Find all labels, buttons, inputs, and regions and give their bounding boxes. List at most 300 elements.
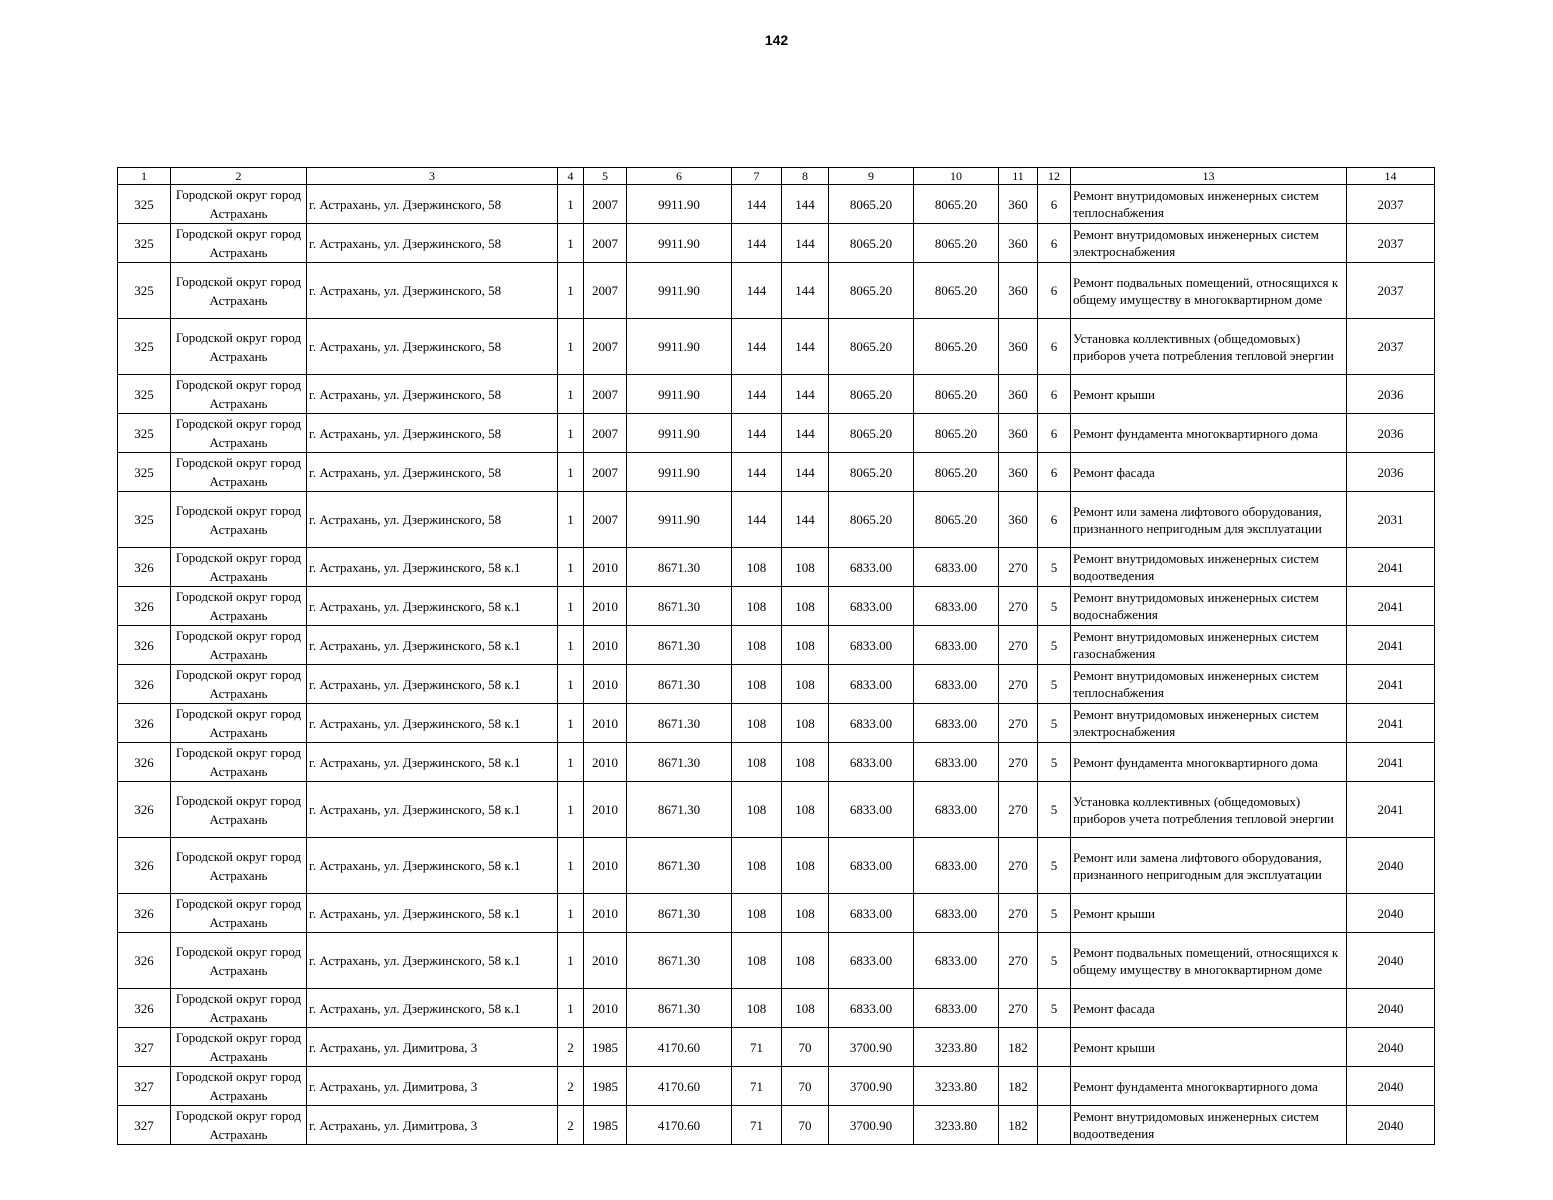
cell-floors: 1 bbox=[558, 185, 584, 224]
cell-col8: 108 bbox=[782, 933, 829, 989]
cell-col7: 144 bbox=[732, 375, 782, 414]
cell-col7: 108 bbox=[732, 626, 782, 665]
cell-floors: 1 bbox=[558, 743, 584, 782]
cell-col10: 3233.80 bbox=[914, 1028, 999, 1067]
cell-year: 2007 bbox=[584, 263, 627, 319]
cell-col7: 144 bbox=[732, 453, 782, 492]
cell-planned-year: 2037 bbox=[1347, 319, 1435, 375]
cell-col10: 6833.00 bbox=[914, 838, 999, 894]
cell-number: 326 bbox=[118, 838, 171, 894]
cell-col12: 6 bbox=[1038, 414, 1071, 453]
cell-col8: 70 bbox=[782, 1067, 829, 1106]
cell-floors: 1 bbox=[558, 224, 584, 263]
cell-number: 326 bbox=[118, 626, 171, 665]
cell-col10: 8065.20 bbox=[914, 453, 999, 492]
cell-total-area: 4170.60 bbox=[627, 1028, 732, 1067]
cell-planned-year: 2040 bbox=[1347, 989, 1435, 1028]
cell-number: 326 bbox=[118, 894, 171, 933]
cell-year: 1985 bbox=[584, 1106, 627, 1145]
cell-total-area: 9911.90 bbox=[627, 414, 732, 453]
cell-year: 2010 bbox=[584, 743, 627, 782]
cell-col10: 6833.00 bbox=[914, 782, 999, 838]
table-row bbox=[118, 1028, 1435, 1067]
column-header: 14 bbox=[1347, 168, 1435, 185]
cell-address: г. Астрахань, ул. Димитрова, 3 bbox=[307, 1028, 558, 1067]
cell-col8: 108 bbox=[782, 626, 829, 665]
cell-col10: 3233.80 bbox=[914, 1106, 999, 1145]
cell-col7: 144 bbox=[732, 492, 782, 548]
cell-planned-year: 2041 bbox=[1347, 782, 1435, 838]
cell-address: г. Астрахань, ул. Дзержинского, 58 к.1 bbox=[307, 626, 558, 665]
cell-planned-year: 2041 bbox=[1347, 704, 1435, 743]
cell-col12: 6 bbox=[1038, 492, 1071, 548]
cell-col7: 144 bbox=[732, 319, 782, 375]
cell-municipality: Городской округ город Астрахань bbox=[171, 492, 307, 548]
cell-address: г. Астрахань, ул. Дзержинского, 58 к.1 bbox=[307, 665, 558, 704]
cell-address: г. Астрахань, ул. Дзержинского, 58 bbox=[307, 185, 558, 224]
cell-total-area: 8671.30 bbox=[627, 626, 732, 665]
cell-municipality: Городской округ город Астрахань bbox=[171, 375, 307, 414]
cell-number: 326 bbox=[118, 665, 171, 704]
cell-planned-year: 2036 bbox=[1347, 453, 1435, 492]
cell-floors: 1 bbox=[558, 548, 584, 587]
cell-floors: 1 bbox=[558, 626, 584, 665]
cell-number: 326 bbox=[118, 587, 171, 626]
cell-col8: 70 bbox=[782, 1106, 829, 1145]
header-row bbox=[118, 168, 1435, 185]
cell-work-type: Ремонт внутридомовых инженерных систем теплоснабжения bbox=[1071, 665, 1347, 704]
cell-number: 325 bbox=[118, 375, 171, 414]
cell-municipality: Городской округ город Астрахань bbox=[171, 414, 307, 453]
cell-address: г. Астрахань, ул. Дзержинского, 58 bbox=[307, 492, 558, 548]
cell-number: 326 bbox=[118, 782, 171, 838]
cell-work-type: Ремонт или замена лифтового оборудования, признанного непригодным для эксплуатации bbox=[1071, 838, 1347, 894]
cell-col12: 5 bbox=[1038, 626, 1071, 665]
cell-col8: 144 bbox=[782, 375, 829, 414]
cell-col7: 108 bbox=[732, 665, 782, 704]
cell-col11: 360 bbox=[999, 319, 1038, 375]
cell-floors: 2 bbox=[558, 1067, 584, 1106]
cell-col9: 8065.20 bbox=[829, 185, 914, 224]
cell-col9: 6833.00 bbox=[829, 838, 914, 894]
cell-total-area: 9911.90 bbox=[627, 185, 732, 224]
cell-year: 2010 bbox=[584, 933, 627, 989]
cell-number: 325 bbox=[118, 414, 171, 453]
cell-planned-year: 2041 bbox=[1347, 626, 1435, 665]
cell-floors: 1 bbox=[558, 933, 584, 989]
cell-year: 2007 bbox=[584, 375, 627, 414]
cell-floors: 2 bbox=[558, 1028, 584, 1067]
cell-work-type: Ремонт фасада bbox=[1071, 989, 1347, 1028]
cell-col11: 360 bbox=[999, 375, 1038, 414]
cell-col12: 6 bbox=[1038, 224, 1071, 263]
cell-planned-year: 2037 bbox=[1347, 224, 1435, 263]
cell-address: г. Астрахань, ул. Дзержинского, 58 bbox=[307, 319, 558, 375]
cell-floors: 1 bbox=[558, 375, 584, 414]
table-row bbox=[118, 1067, 1435, 1106]
cell-year: 2007 bbox=[584, 319, 627, 375]
cell-col12: 5 bbox=[1038, 838, 1071, 894]
cell-year: 1985 bbox=[584, 1067, 627, 1106]
cell-col11: 270 bbox=[999, 838, 1038, 894]
cell-work-type: Ремонт внутридомовых инженерных систем газоснабжения bbox=[1071, 626, 1347, 665]
cell-col7: 108 bbox=[732, 894, 782, 933]
cell-address: г. Астрахань, ул. Дзержинского, 58 к.1 bbox=[307, 782, 558, 838]
cell-work-type: Ремонт крыши bbox=[1071, 894, 1347, 933]
cell-planned-year: 2037 bbox=[1347, 185, 1435, 224]
cell-col8: 108 bbox=[782, 548, 829, 587]
cell-col9: 8065.20 bbox=[829, 375, 914, 414]
cell-address: г. Астрахань, ул. Дзержинского, 58 к.1 bbox=[307, 743, 558, 782]
cell-col11: 182 bbox=[999, 1067, 1038, 1106]
cell-col10: 6833.00 bbox=[914, 933, 999, 989]
cell-col11: 360 bbox=[999, 263, 1038, 319]
table-row bbox=[118, 375, 1435, 414]
cell-planned-year: 2031 bbox=[1347, 492, 1435, 548]
cell-planned-year: 2040 bbox=[1347, 933, 1435, 989]
cell-municipality: Городской округ город Астрахань bbox=[171, 838, 307, 894]
cell-col11: 270 bbox=[999, 704, 1038, 743]
cell-municipality: Городской округ город Астрахань bbox=[171, 894, 307, 933]
cell-address: г. Астрахань, ул. Дзержинского, 58 bbox=[307, 414, 558, 453]
cell-col7: 108 bbox=[732, 838, 782, 894]
cell-address: г. Астрахань, ул. Дзержинского, 58 к.1 bbox=[307, 894, 558, 933]
cell-work-type: Ремонт крыши bbox=[1071, 375, 1347, 414]
cell-year: 2010 bbox=[584, 782, 627, 838]
cell-col10: 8065.20 bbox=[914, 263, 999, 319]
cell-col7: 108 bbox=[732, 704, 782, 743]
cell-address: г. Астрахань, ул. Дзержинского, 58 bbox=[307, 263, 558, 319]
cell-municipality: Городской округ город Астрахань bbox=[171, 989, 307, 1028]
cell-municipality: Городской округ город Астрахань bbox=[171, 587, 307, 626]
cell-col7: 71 bbox=[732, 1106, 782, 1145]
cell-number: 327 bbox=[118, 1067, 171, 1106]
cell-total-area: 8671.30 bbox=[627, 743, 732, 782]
cell-floors: 1 bbox=[558, 665, 584, 704]
table-row bbox=[118, 453, 1435, 492]
cell-col11: 360 bbox=[999, 185, 1038, 224]
cell-floors: 1 bbox=[558, 838, 584, 894]
cell-col10: 8065.20 bbox=[914, 492, 999, 548]
cell-total-area: 9911.90 bbox=[627, 492, 732, 548]
column-header: 3 bbox=[307, 168, 558, 185]
table-row bbox=[118, 933, 1435, 989]
cell-col7: 144 bbox=[732, 224, 782, 263]
cell-col9: 3700.90 bbox=[829, 1028, 914, 1067]
cell-col12: 6 bbox=[1038, 375, 1071, 414]
cell-work-type: Установка коллективных (общедомовых) приборов учета потребления тепловой энергии bbox=[1071, 782, 1347, 838]
cell-col8: 70 bbox=[782, 1028, 829, 1067]
table-row bbox=[118, 704, 1435, 743]
cell-col12 bbox=[1038, 1067, 1071, 1106]
column-header: 12 bbox=[1038, 168, 1071, 185]
cell-address: г. Астрахань, ул. Дзержинского, 58 к.1 bbox=[307, 989, 558, 1028]
cell-col11: 360 bbox=[999, 453, 1038, 492]
cell-work-type: Ремонт фундамента многоквартирного дома bbox=[1071, 743, 1347, 782]
cell-number: 326 bbox=[118, 704, 171, 743]
cell-number: 327 bbox=[118, 1106, 171, 1145]
cell-year: 2010 bbox=[584, 838, 627, 894]
cell-work-type: Ремонт внутридомовых инженерных систем водоснабжения bbox=[1071, 587, 1347, 626]
cell-number: 326 bbox=[118, 743, 171, 782]
cell-number: 326 bbox=[118, 933, 171, 989]
cell-number: 325 bbox=[118, 453, 171, 492]
cell-col9: 6833.00 bbox=[829, 933, 914, 989]
cell-col10: 6833.00 bbox=[914, 665, 999, 704]
cell-municipality: Городской округ город Астрахань bbox=[171, 453, 307, 492]
cell-municipality: Городской округ город Астрахань bbox=[171, 185, 307, 224]
column-header: 2 bbox=[171, 168, 307, 185]
cell-col9: 8065.20 bbox=[829, 492, 914, 548]
cell-col8: 108 bbox=[782, 587, 829, 626]
cell-col11: 360 bbox=[999, 492, 1038, 548]
column-header: 1 bbox=[118, 168, 171, 185]
cell-address: г. Астрахань, ул. Дзержинского, 58 bbox=[307, 224, 558, 263]
cell-total-area: 8671.30 bbox=[627, 933, 732, 989]
cell-year: 2010 bbox=[584, 626, 627, 665]
cell-year: 2010 bbox=[584, 989, 627, 1028]
cell-col11: 270 bbox=[999, 626, 1038, 665]
cell-address: г. Астрахань, ул. Дзержинского, 58 к.1 bbox=[307, 933, 558, 989]
cell-col9: 8065.20 bbox=[829, 414, 914, 453]
cell-col9: 6833.00 bbox=[829, 782, 914, 838]
cell-work-type: Ремонт фундамента многоквартирного дома bbox=[1071, 414, 1347, 453]
cell-year: 2010 bbox=[584, 548, 627, 587]
table-row bbox=[118, 743, 1435, 782]
cell-planned-year: 2041 bbox=[1347, 587, 1435, 626]
cell-col10: 8065.20 bbox=[914, 224, 999, 263]
cell-floors: 1 bbox=[558, 414, 584, 453]
cell-total-area: 8671.30 bbox=[627, 704, 732, 743]
table-row bbox=[118, 665, 1435, 704]
cell-col9: 6833.00 bbox=[829, 548, 914, 587]
column-header: 6 bbox=[627, 168, 732, 185]
table-row bbox=[118, 263, 1435, 319]
cell-municipality: Городской округ город Астрахань bbox=[171, 743, 307, 782]
cell-total-area: 9911.90 bbox=[627, 263, 732, 319]
cell-municipality: Городской округ город Астрахань bbox=[171, 782, 307, 838]
cell-municipality: Городской округ город Астрахань bbox=[171, 626, 307, 665]
cell-planned-year: 2040 bbox=[1347, 894, 1435, 933]
cell-address: г. Астрахань, ул. Дзержинского, 58 к.1 bbox=[307, 704, 558, 743]
cell-total-area: 9911.90 bbox=[627, 224, 732, 263]
cell-floors: 2 bbox=[558, 1106, 584, 1145]
cell-col9: 8065.20 bbox=[829, 319, 914, 375]
cell-floors: 1 bbox=[558, 704, 584, 743]
cell-col7: 144 bbox=[732, 414, 782, 453]
cell-year: 2010 bbox=[584, 665, 627, 704]
cell-col7: 144 bbox=[732, 185, 782, 224]
cell-municipality: Городской округ город Астрахань bbox=[171, 548, 307, 587]
cell-col9: 6833.00 bbox=[829, 894, 914, 933]
cell-col11: 360 bbox=[999, 224, 1038, 263]
cell-col11: 182 bbox=[999, 1106, 1038, 1145]
cell-planned-year: 2040 bbox=[1347, 838, 1435, 894]
column-header: 8 bbox=[782, 168, 829, 185]
cell-planned-year: 2041 bbox=[1347, 665, 1435, 704]
table-row bbox=[118, 492, 1435, 548]
cell-number: 327 bbox=[118, 1028, 171, 1067]
cell-col8: 144 bbox=[782, 414, 829, 453]
column-header: 7 bbox=[732, 168, 782, 185]
cell-planned-year: 2040 bbox=[1347, 1028, 1435, 1067]
cell-col8: 144 bbox=[782, 492, 829, 548]
cell-col9: 8065.20 bbox=[829, 453, 914, 492]
cell-municipality: Городской округ город Астрахань bbox=[171, 1067, 307, 1106]
cell-planned-year: 2037 bbox=[1347, 263, 1435, 319]
cell-col7: 108 bbox=[732, 989, 782, 1028]
cell-address: г. Астрахань, ул. Дзержинского, 58 bbox=[307, 453, 558, 492]
cell-col9: 3700.90 bbox=[829, 1106, 914, 1145]
cell-number: 326 bbox=[118, 548, 171, 587]
cell-floors: 1 bbox=[558, 492, 584, 548]
cell-work-type: Ремонт или замена лифтового оборудования, признанного непригодным для эксплуатации bbox=[1071, 492, 1347, 548]
cell-year: 2007 bbox=[584, 492, 627, 548]
cell-col7: 108 bbox=[732, 743, 782, 782]
cell-year: 2007 bbox=[584, 185, 627, 224]
cell-col9: 6833.00 bbox=[829, 743, 914, 782]
cell-col11: 270 bbox=[999, 665, 1038, 704]
cell-col12 bbox=[1038, 1106, 1071, 1145]
column-header: 4 bbox=[558, 168, 584, 185]
column-header: 9 bbox=[829, 168, 914, 185]
cell-col12: 5 bbox=[1038, 704, 1071, 743]
cell-col8: 108 bbox=[782, 665, 829, 704]
cell-col7: 108 bbox=[732, 782, 782, 838]
cell-col12: 5 bbox=[1038, 587, 1071, 626]
cell-address: г. Астрахань, ул. Димитрова, 3 bbox=[307, 1067, 558, 1106]
cell-number: 325 bbox=[118, 224, 171, 263]
cell-work-type: Ремонт внутридомовых инженерных систем водоотведения bbox=[1071, 1106, 1347, 1145]
cell-col9: 6833.00 bbox=[829, 626, 914, 665]
table-row bbox=[118, 1106, 1435, 1145]
cell-col11: 182 bbox=[999, 1028, 1038, 1067]
table-row bbox=[118, 838, 1435, 894]
cell-work-type: Ремонт подвальных помещений, относящихся к общему имуществу в многоквартирном доме bbox=[1071, 933, 1347, 989]
cell-col10: 3233.80 bbox=[914, 1067, 999, 1106]
cell-municipality: Городской округ город Астрахань bbox=[171, 1028, 307, 1067]
cell-floors: 1 bbox=[558, 989, 584, 1028]
cell-total-area: 4170.60 bbox=[627, 1067, 732, 1106]
cell-number: 325 bbox=[118, 492, 171, 548]
cell-work-type: Ремонт крыши bbox=[1071, 1028, 1347, 1067]
cell-col8: 144 bbox=[782, 319, 829, 375]
cell-address: г. Астрахань, ул. Дзержинского, 58 к.1 bbox=[307, 838, 558, 894]
cell-col8: 144 bbox=[782, 224, 829, 263]
cell-floors: 1 bbox=[558, 894, 584, 933]
cell-address: г. Астрахань, ул. Дзержинского, 58 к.1 bbox=[307, 548, 558, 587]
cell-total-area: 9911.90 bbox=[627, 319, 732, 375]
table-row bbox=[118, 626, 1435, 665]
cell-col9: 3700.90 bbox=[829, 1067, 914, 1106]
cell-year: 1985 bbox=[584, 1028, 627, 1067]
cell-col7: 108 bbox=[732, 933, 782, 989]
cell-col12: 6 bbox=[1038, 319, 1071, 375]
cell-col8: 108 bbox=[782, 989, 829, 1028]
cell-municipality: Городской округ город Астрахань bbox=[171, 933, 307, 989]
cell-total-area: 9911.90 bbox=[627, 453, 732, 492]
cell-total-area: 4170.60 bbox=[627, 1106, 732, 1145]
cell-total-area: 8671.30 bbox=[627, 665, 732, 704]
table-row bbox=[118, 185, 1435, 224]
table-row bbox=[118, 548, 1435, 587]
cell-municipality: Городской округ город Астрахань bbox=[171, 263, 307, 319]
column-header: 13 bbox=[1071, 168, 1347, 185]
cell-year: 2007 bbox=[584, 414, 627, 453]
cell-col9: 6833.00 bbox=[829, 704, 914, 743]
cell-total-area: 8671.30 bbox=[627, 894, 732, 933]
column-header: 11 bbox=[999, 168, 1038, 185]
cell-col8: 144 bbox=[782, 453, 829, 492]
table-row bbox=[118, 894, 1435, 933]
cell-total-area: 8671.30 bbox=[627, 782, 732, 838]
cell-col12: 5 bbox=[1038, 743, 1071, 782]
cell-work-type: Установка коллективных (общедомовых) приборов учета потребления тепловой энергии bbox=[1071, 319, 1347, 375]
cell-work-type: Ремонт внутридомовых инженерных систем электроснабжения bbox=[1071, 224, 1347, 263]
cell-municipality: Городской округ город Астрахань bbox=[171, 319, 307, 375]
cell-floors: 1 bbox=[558, 263, 584, 319]
cell-number: 325 bbox=[118, 185, 171, 224]
cell-floors: 1 bbox=[558, 587, 584, 626]
table-row bbox=[118, 989, 1435, 1028]
cell-planned-year: 2036 bbox=[1347, 414, 1435, 453]
cell-planned-year: 2041 bbox=[1347, 548, 1435, 587]
cell-col10: 6833.00 bbox=[914, 743, 999, 782]
page-number: 142 bbox=[764, 32, 789, 48]
cell-col8: 108 bbox=[782, 838, 829, 894]
cell-col8: 108 bbox=[782, 782, 829, 838]
cell-work-type: Ремонт фасада bbox=[1071, 453, 1347, 492]
cell-col11: 270 bbox=[999, 548, 1038, 587]
cell-col7: 108 bbox=[732, 587, 782, 626]
cell-col10: 6833.00 bbox=[914, 587, 999, 626]
cell-work-type: Ремонт внутридомовых инженерных систем теплоснабжения bbox=[1071, 185, 1347, 224]
cell-planned-year: 2040 bbox=[1347, 1106, 1435, 1145]
cell-col12: 5 bbox=[1038, 782, 1071, 838]
cell-planned-year: 2041 bbox=[1347, 743, 1435, 782]
cell-municipality: Городской округ город Астрахань bbox=[171, 1106, 307, 1145]
cell-col12: 5 bbox=[1038, 665, 1071, 704]
cell-col12: 6 bbox=[1038, 453, 1071, 492]
cell-col10: 8065.20 bbox=[914, 375, 999, 414]
cell-col11: 270 bbox=[999, 782, 1038, 838]
cell-col7: 71 bbox=[732, 1067, 782, 1106]
column-header: 10 bbox=[914, 168, 999, 185]
cell-number: 326 bbox=[118, 989, 171, 1028]
table-row bbox=[118, 414, 1435, 453]
table-row bbox=[118, 224, 1435, 263]
cell-municipality: Городской округ город Астрахань bbox=[171, 704, 307, 743]
cell-planned-year: 2036 bbox=[1347, 375, 1435, 414]
cell-col11: 270 bbox=[999, 894, 1038, 933]
cell-number: 325 bbox=[118, 263, 171, 319]
cell-col10: 6833.00 bbox=[914, 626, 999, 665]
cell-col11: 270 bbox=[999, 933, 1038, 989]
cell-col10: 8065.20 bbox=[914, 414, 999, 453]
cell-col11: 270 bbox=[999, 587, 1038, 626]
table-row bbox=[118, 782, 1435, 838]
cell-col10: 6833.00 bbox=[914, 704, 999, 743]
cell-col7: 108 bbox=[732, 548, 782, 587]
cell-work-type: Ремонт фундамента многоквартирного дома bbox=[1071, 1067, 1347, 1106]
cell-col10: 8065.20 bbox=[914, 185, 999, 224]
table-row bbox=[118, 587, 1435, 626]
cell-col12: 5 bbox=[1038, 548, 1071, 587]
capital-repair-table bbox=[117, 167, 1435, 1145]
cell-year: 2010 bbox=[584, 894, 627, 933]
cell-col8: 108 bbox=[782, 743, 829, 782]
cell-total-area: 8671.30 bbox=[627, 989, 732, 1028]
